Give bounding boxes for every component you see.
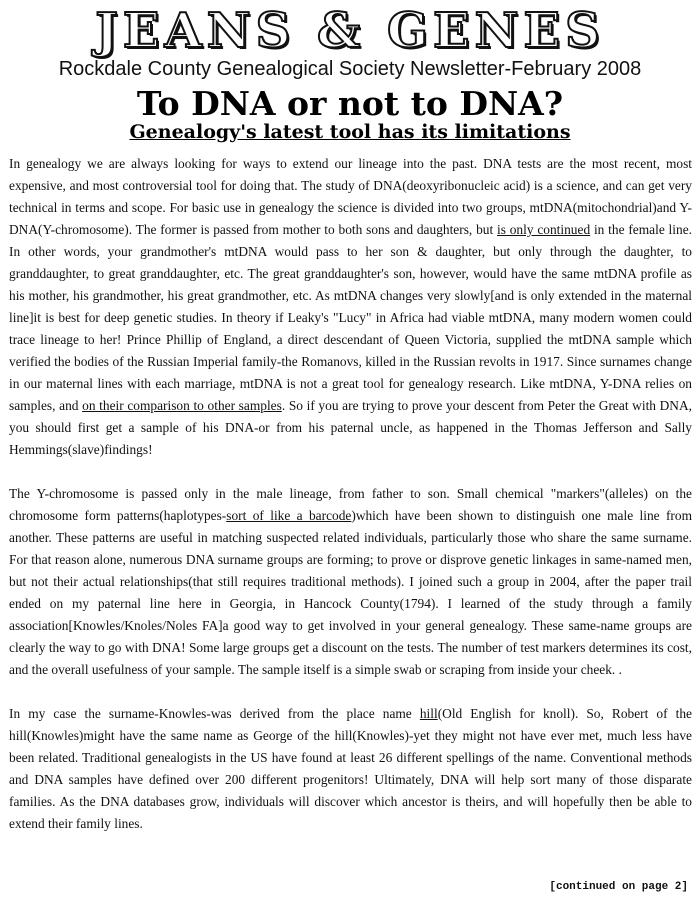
p3-text-b: (Old English for knoll). So, Robert of the hill(Knowles)might have the same name as George of the hill(Knowles)-yet they might not have ever met, much less have been related. Traditional genealogists in the US have found at least 26 different spellings of the name. Conventional methods and DNA samples have defined over 200 different progenitors! Ultimately, DNA will help sort many of those disparate families. As the DNA databases grow, individuals will discover which ancestor is theirs, and will hopefully then be able to extend their family lines. [9, 706, 693, 831]
paragraph-2 [9, 483, 692, 681]
p3-text-a: In my case the surname-Knowles-was derived from the place name [9, 706, 420, 721]
newsletter-title: JEANS & GENES [95, 3, 605, 59]
p2-text-b: )which have been shown to distinguish one male line from another. These patterns are useful in matching suspected related individuals, particularly those who share the same surname. For that reason alone, numerous DNA surname groups are forming; to prove or disprove genetic linkages in same-named men, but not their actual relationships(that still requires traditional methods). I joined such a group in 2004, after the paper trail ended on my paternal line here in Georgia, in Hancock County(1794). I learned of the study through a family association[Knowles/Knoles/Noles FA]a good way to get involved in your general genealogy. These same-name groups are clearly the way to go with DNA! Some large groups get a discount on the tests. The number of test markers determines its cost, and the overall usefulness of your sample. The sample itself is a simple swab or scraping from inside your cheek. . [9, 508, 693, 677]
paragraph-3 [9, 703, 692, 835]
p2-text-a: The Y-chromosome is passed only in the male lineage, from father to son. Small chemical "markers"(alleles) on the chromosome form patterns(haplotypes- [9, 486, 692, 523]
p1-underline-1: is only continued [497, 222, 591, 237]
p1-text-b: in the female line. In other words, your grandmother's mtDNA would pass to her son & daughter, but only through the daughter, to granddaughter, to great granddaughter, etc. The great granddaughter's son, however, would have the same mtDNA profile as his mother, his grandmother, his great grandmother, etc. As mtDNA changes very slowly[and is only extended in the maternal line]it is best for deep genetic studies. In theory if Leaky's "Lucy" in Africa had viable mtDNA, many modern women could trace lineage to her! Prince Phillip of England, a direct descendant of Queen Victoria, supplied the mtDNA sample which verified the bodies of the Russian Imperial family-the Romanovs, killed in the Russian revolts in 1917. Since surnames change in our maternal lines with each marriage, mtDNA is not a great tool for genealogy research. Like mtDNA, Y-DNA relies on samples, and [9, 222, 692, 413]
p1-text-c: . So if you are trying to prove your descent from Peter the Great with DNA, you should first get a sample of his DNA-or from his paternal uncle, as happened in the Thomas Jefferson and Sally Hemmings(slave)findings! [9, 398, 692, 457]
p1-underline-2: on their comparison to other samples [82, 398, 282, 413]
continued-note: [continued on page 2] [549, 881, 688, 893]
p1-text-a: In genealogy we are always looking for ways to extend our lineage into the past. DNA tests are the most recent, most expensive, and most controversial tool for doing that. The study of DNA(deoxyribonucleic acid) is a science, and can get very technical in terms and scope. For basic use in genealogy the science is divided into two groups, mtDNA(mitochondrial)and Y-DNA(Y-chromosome). The former is passed from mother to both sons and daughters, but [9, 156, 692, 237]
article-headline: To DNA or not to DNA? [136, 84, 564, 123]
p3-underline-1: hill [419, 706, 438, 721]
paragraph-1 [9, 153, 692, 461]
p2-underline-1: sort of like a barcode [226, 508, 352, 523]
newsletter-subtitle: Rockdale County Genealogical Society Newsletter-February 2008 [58, 58, 642, 80]
article-deck: Genealogy's latest tool has its limitations [129, 121, 571, 143]
article-body [9, 153, 692, 835]
